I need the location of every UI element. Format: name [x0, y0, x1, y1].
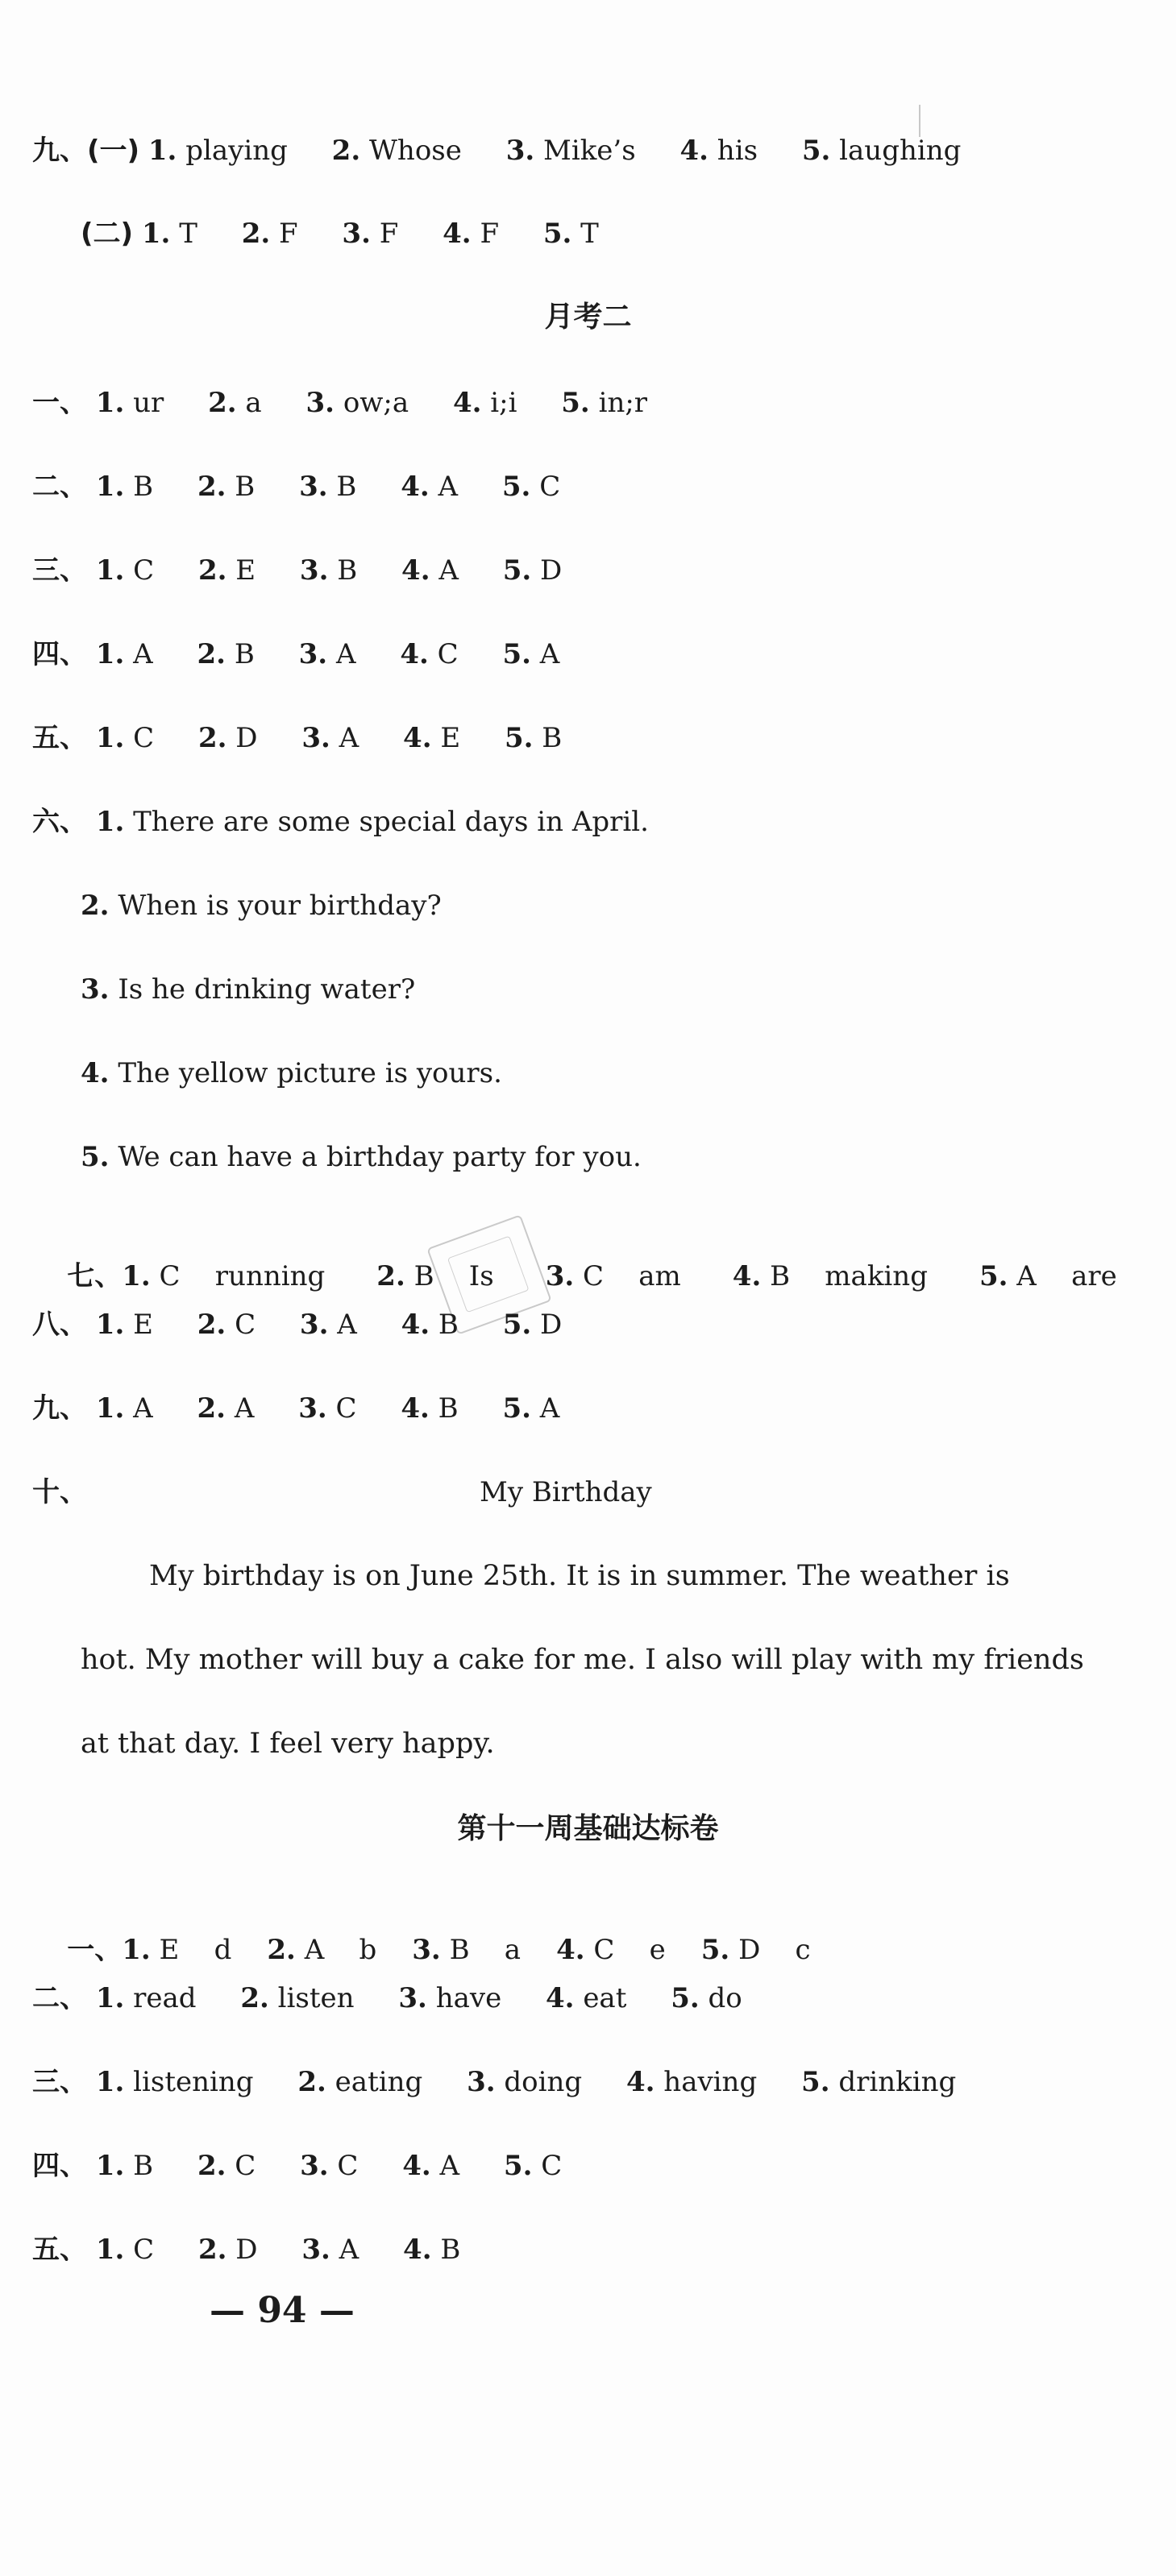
- answer-item: [96, 2148, 153, 2184]
- answer-row: [81, 1056, 1144, 1091]
- answer-text: B a: [449, 1934, 522, 1966]
- answer-text: A: [539, 1392, 560, 1425]
- item-number: 2.: [197, 1392, 226, 1425]
- item-number: 4.: [403, 722, 432, 754]
- answer-text: Mike’s: [543, 135, 636, 167]
- answer-text: E: [235, 554, 256, 587]
- item-number: 2.: [197, 1309, 226, 1341]
- answer-text: Whose: [368, 135, 462, 167]
- answer-item: [96, 553, 154, 588]
- answer-item: [503, 1307, 563, 1342]
- item-number: 5.: [504, 722, 534, 754]
- item-number: 3.: [299, 554, 329, 587]
- question-label: 五、: [32, 2234, 87, 2266]
- answer-item: [701, 1932, 811, 1968]
- answer-item: [503, 553, 563, 588]
- answer-text: in;r: [598, 387, 648, 419]
- answer-row: [32, 637, 1144, 672]
- answer-item: [546, 1259, 681, 1294]
- answer-item: [242, 216, 298, 251]
- answer-item: [401, 469, 458, 504]
- answer-item: [506, 133, 636, 168]
- answer-item: [546, 1981, 626, 2016]
- answer-item: [198, 553, 256, 588]
- answer-text: E: [440, 722, 461, 754]
- answer-item: [467, 2064, 582, 2100]
- answer-row: [32, 469, 1144, 504]
- answer-item: [300, 553, 357, 588]
- answer-item: [306, 385, 409, 421]
- item-number: 3.: [412, 1934, 441, 1966]
- answer-item: [96, 720, 154, 756]
- answer-item: [208, 385, 262, 421]
- question-label: 七、: [67, 1260, 123, 1292]
- item-number: 1.: [141, 218, 171, 250]
- answer-text: B: [133, 471, 154, 503]
- answer-text: ur: [133, 387, 164, 419]
- item-number: 3.: [342, 218, 371, 250]
- question-label: 三、: [32, 554, 87, 587]
- answer-text: A: [439, 2150, 460, 2182]
- answer-text: A: [133, 1392, 153, 1425]
- answer-item: [96, 1307, 153, 1342]
- essay-title: My Birthday: [480, 1476, 652, 1508]
- answer-item: [504, 2148, 562, 2184]
- item-number: 4.: [401, 1392, 430, 1425]
- answer-text: doing: [504, 2066, 583, 2098]
- answer-item: [733, 1259, 928, 1294]
- answer-item: [802, 133, 962, 168]
- answer-item: [267, 1932, 376, 1968]
- answer-text: C: [337, 2150, 359, 2182]
- answer-item: [197, 637, 255, 672]
- answer-text: C: [539, 471, 561, 503]
- item-number: 4.: [400, 638, 429, 670]
- item-number: 2.: [208, 387, 237, 419]
- item-number: 1.: [95, 554, 125, 587]
- item-number: 3.: [299, 1309, 329, 1341]
- item-number: 3.: [298, 638, 328, 670]
- answer-text: eat: [583, 1982, 627, 2014]
- answer-text: B: [440, 2234, 461, 2266]
- answer-item: [401, 553, 459, 588]
- answer-text: C: [235, 1309, 256, 1341]
- answer-text: C: [541, 2150, 563, 2182]
- item-number: 1.: [95, 638, 125, 670]
- section-title: 第十一周基础达标卷: [457, 1812, 719, 1845]
- question-label: 九、: [32, 1392, 87, 1425]
- question-label: 二、: [32, 471, 87, 503]
- answer-item: [240, 1981, 354, 2016]
- item-number: 4.: [546, 1982, 575, 2014]
- answer-item: [561, 385, 647, 421]
- item-number: 5.: [502, 1392, 531, 1425]
- answer-text: A b: [304, 1934, 377, 1966]
- answer-row: [32, 804, 1144, 840]
- answer-row: [32, 1475, 1144, 1510]
- item-number: 5.: [700, 1934, 730, 1966]
- item-number: 2.: [331, 135, 361, 167]
- item-number: 1.: [95, 2234, 125, 2266]
- answer-item: [400, 637, 458, 672]
- answer-item: [332, 133, 462, 168]
- item-number: 4.: [402, 2150, 431, 2182]
- item-number: 5.: [801, 2066, 830, 2098]
- answer-row: [32, 2064, 1144, 2100]
- item-number: 3.: [545, 1260, 575, 1292]
- item-number: 4.: [403, 2234, 432, 2266]
- item-number: 1.: [95, 806, 125, 838]
- answer-item: [148, 133, 288, 168]
- item-number: 4.: [401, 471, 430, 503]
- answer-text: A: [234, 1392, 255, 1425]
- answer-row: [32, 2232, 1144, 2267]
- item-number: 3.: [301, 2234, 330, 2266]
- answer-item: [96, 2232, 154, 2267]
- answer-text: his: [717, 135, 758, 167]
- answer-item: [299, 637, 356, 672]
- answer-row: [32, 385, 1144, 421]
- item-number: 2.: [197, 2234, 227, 2266]
- section-title: 月考二: [544, 301, 632, 334]
- answer-item: [142, 216, 197, 251]
- answer-text: A: [337, 1309, 357, 1341]
- answer-text: C: [335, 1392, 357, 1425]
- answer-text: C: [437, 638, 459, 670]
- essay-line: at that day. I feel very happy.: [81, 1728, 495, 1760]
- answer-item: [198, 2232, 258, 2267]
- answer-text: D: [235, 2234, 258, 2266]
- question-label: 四、: [32, 2150, 87, 2182]
- answer-item: [301, 2232, 359, 2267]
- answer-item: [122, 1932, 231, 1968]
- answer-text: C: [235, 2150, 256, 2182]
- item-number: 1.: [95, 1392, 125, 1425]
- answer-row: [81, 888, 1144, 923]
- answer-text: A: [438, 471, 459, 503]
- question-label: (二): [81, 218, 134, 250]
- answer-item: [403, 2232, 460, 2267]
- answer-text: i;i: [490, 387, 517, 419]
- answer-sentence: When is your birthday?: [118, 890, 442, 922]
- scan-mark: [919, 105, 920, 137]
- answer-item: [979, 1259, 1117, 1294]
- question-label: 三、: [32, 2066, 87, 2098]
- answer-item: [300, 1307, 357, 1342]
- answer-item: [401, 1391, 458, 1426]
- answer-item: [297, 2064, 422, 2100]
- answer-row: [32, 553, 1144, 588]
- item-number: 1.: [95, 471, 125, 503]
- answer-item: [96, 1391, 153, 1426]
- answer-text: A are: [1016, 1260, 1117, 1292]
- item-number: 5.: [979, 1260, 1008, 1292]
- answer-item: [626, 2064, 757, 2100]
- answer-text: E d: [159, 1934, 232, 1966]
- answer-row: [32, 1391, 1144, 1426]
- item-number: 2.: [376, 1260, 405, 1292]
- answer-text: a: [245, 387, 262, 419]
- item-number: 5.: [671, 1982, 700, 2014]
- item-number: 2.: [197, 471, 226, 503]
- answer-text: listen: [277, 1982, 355, 2014]
- answer-text: C: [133, 554, 155, 587]
- item-number: 1.: [95, 2066, 125, 2098]
- item-number: 2.: [297, 2066, 326, 2098]
- answer-text: D: [540, 554, 563, 587]
- answer-item: [197, 1307, 256, 1342]
- answer-text: do: [708, 1982, 742, 2014]
- answer-text: A: [539, 638, 560, 670]
- item-number: 3.: [298, 1392, 327, 1425]
- item-number: 2.: [197, 2150, 226, 2182]
- answer-row: [32, 133, 1144, 168]
- answer-item: [96, 637, 153, 672]
- item-number: 3.: [467, 2066, 496, 2098]
- answer-text: A: [339, 2234, 359, 2266]
- answer-item: [556, 1932, 666, 1968]
- answer-text: D: [235, 722, 258, 754]
- item-number: 2.: [197, 722, 227, 754]
- answer-item: [453, 385, 517, 421]
- answer-text: B Is: [413, 1260, 494, 1292]
- question-label: 二、: [32, 1982, 87, 2014]
- question-label: 六、: [32, 806, 87, 838]
- item-number: 5.: [81, 1141, 110, 1173]
- answer-item: [403, 720, 460, 756]
- answer-item: [502, 1391, 559, 1426]
- item-number: 5.: [503, 2150, 533, 2182]
- item-number: 2.: [267, 1934, 296, 1966]
- answer-text: D c: [738, 1934, 811, 1966]
- answer-item: [300, 2148, 358, 2184]
- answer-item: [402, 2148, 459, 2184]
- answer-item: [342, 216, 398, 251]
- answer-text: B: [337, 554, 358, 587]
- answer-item: [543, 216, 599, 251]
- answer-text: B: [336, 471, 357, 503]
- answer-item: [197, 469, 255, 504]
- item-number: 2.: [240, 1982, 269, 2014]
- question-label: 九、(一): [32, 135, 140, 167]
- answer-text: F: [379, 218, 399, 250]
- item-number: 3.: [398, 1982, 427, 2014]
- item-number: 1.: [148, 135, 177, 167]
- answer-item: [671, 1981, 742, 2016]
- answer-text: B: [234, 638, 255, 670]
- answer-text: C am: [583, 1260, 681, 1292]
- answer-sentence: There are some special days in April.: [133, 806, 649, 838]
- answer-item: [801, 2064, 956, 2100]
- answer-item: [398, 1981, 501, 2016]
- answer-text: T: [580, 218, 599, 250]
- essay-line: My birthday is on June 25th. It is in summer. The weather is: [149, 1560, 1010, 1592]
- item-number: 5.: [801, 135, 831, 167]
- answer-text: have: [435, 1982, 502, 2014]
- item-number: 4.: [732, 1260, 762, 1292]
- answer-row: [81, 216, 1144, 251]
- question-label: 四、: [32, 638, 87, 670]
- answer-text: drinking: [838, 2066, 957, 2098]
- item-number: 5.: [501, 471, 531, 503]
- answer-text: D: [540, 1309, 563, 1341]
- item-number: 4.: [401, 1309, 430, 1341]
- item-number: 3.: [299, 471, 328, 503]
- item-number: 4.: [401, 554, 430, 587]
- answer-item: [96, 469, 153, 504]
- answer-item: [197, 1391, 255, 1426]
- item-number: 4.: [556, 1934, 585, 1966]
- item-number: 4.: [625, 2066, 655, 2098]
- item-number: 3.: [300, 2150, 329, 2182]
- answer-item: [197, 2148, 256, 2184]
- answer-text: F: [480, 218, 500, 250]
- answer-item: [401, 1307, 459, 1342]
- answer-text: B: [133, 2150, 154, 2182]
- question-label: 五、: [32, 722, 87, 754]
- essay-line: hot. My mother will buy a cake for me. I also will play with my friends: [81, 1644, 1084, 1676]
- item-number: 1.: [95, 1982, 125, 2014]
- question-label: 一、: [32, 387, 87, 419]
- answer-text: eating: [335, 2066, 423, 2098]
- item-number: 2.: [197, 638, 226, 670]
- answer-item: [505, 720, 562, 756]
- answer-text: read: [133, 1982, 197, 2014]
- answer-text: C: [133, 2234, 155, 2266]
- answer-text: ow;a: [343, 387, 409, 419]
- item-number: 1.: [95, 722, 125, 754]
- answer-text: C: [133, 722, 155, 754]
- answer-row: [32, 720, 1144, 756]
- answer-text: B: [235, 471, 256, 503]
- answer-text: E: [133, 1309, 153, 1341]
- answer-row: [32, 1307, 1144, 1342]
- answer-item: [198, 720, 258, 756]
- answer-item: [96, 1981, 197, 2016]
- answer-text: B: [542, 722, 563, 754]
- item-number: 5.: [502, 1309, 532, 1341]
- answer-text: listening: [133, 2066, 254, 2098]
- item-number: 5.: [502, 554, 532, 587]
- answer-text: having: [663, 2066, 758, 2098]
- answer-item: [679, 133, 758, 168]
- answer-text: A: [133, 638, 153, 670]
- answer-item: [502, 637, 559, 672]
- item-number: 4.: [452, 387, 482, 419]
- answer-item: [122, 1259, 325, 1294]
- item-number: 3.: [301, 722, 330, 754]
- question-label: 十、: [32, 1476, 87, 1508]
- answer-text: T: [179, 218, 197, 250]
- answer-text: A: [438, 554, 459, 587]
- item-number: 2.: [241, 218, 271, 250]
- item-number: 4.: [443, 218, 472, 250]
- answer-text: B: [438, 1392, 459, 1425]
- item-number: 3.: [81, 973, 110, 1006]
- answer-text: C e: [593, 1934, 666, 1966]
- item-number: 5.: [561, 387, 590, 419]
- answer-item: [96, 2064, 254, 2100]
- answer-text: C running: [159, 1260, 326, 1292]
- question-label: 一、: [67, 1934, 123, 1966]
- page-number: — 94 —: [210, 2290, 355, 2331]
- answer-sentence: The yellow picture is yours.: [118, 1057, 502, 1089]
- item-number: 2.: [197, 554, 227, 587]
- answer-text: B: [438, 1309, 459, 1341]
- item-number: 4.: [81, 1057, 110, 1089]
- item-number: 2.: [81, 890, 110, 922]
- answer-text: A: [335, 638, 356, 670]
- item-number: 1.: [95, 387, 125, 419]
- answer-item: [443, 216, 499, 251]
- answer-text: A: [339, 722, 359, 754]
- item-number: 1.: [122, 1260, 151, 1292]
- answer-item: [301, 720, 359, 756]
- answer-text: playing: [185, 135, 288, 167]
- item-number: 5.: [502, 638, 531, 670]
- item-number: 5.: [542, 218, 572, 250]
- item-number: 3.: [305, 387, 335, 419]
- answer-row: [32, 1981, 1144, 2016]
- answer-item: [412, 1932, 521, 1968]
- answer-sentence: Is he drinking water?: [118, 973, 416, 1006]
- item-number: 3.: [505, 135, 535, 167]
- answer-row: [81, 1139, 1144, 1175]
- question-label: 八、: [32, 1309, 87, 1341]
- answer-item: [502, 469, 560, 504]
- item-number: 1.: [122, 1934, 151, 1966]
- answer-item: [298, 1391, 356, 1426]
- answer-row: [81, 972, 1144, 1007]
- answer-text: F: [279, 218, 298, 250]
- answer-sentence: We can have a birthday party for you.: [118, 1141, 642, 1173]
- answer-row: [32, 2148, 1144, 2184]
- answer-item: [299, 469, 356, 504]
- answer-item: [96, 385, 164, 421]
- item-number: 1.: [95, 2150, 125, 2182]
- answer-text: B making: [770, 1260, 928, 1292]
- item-number: 1.: [95, 1309, 125, 1341]
- item-number: 4.: [679, 135, 709, 167]
- answer-text: laughing: [839, 135, 962, 167]
